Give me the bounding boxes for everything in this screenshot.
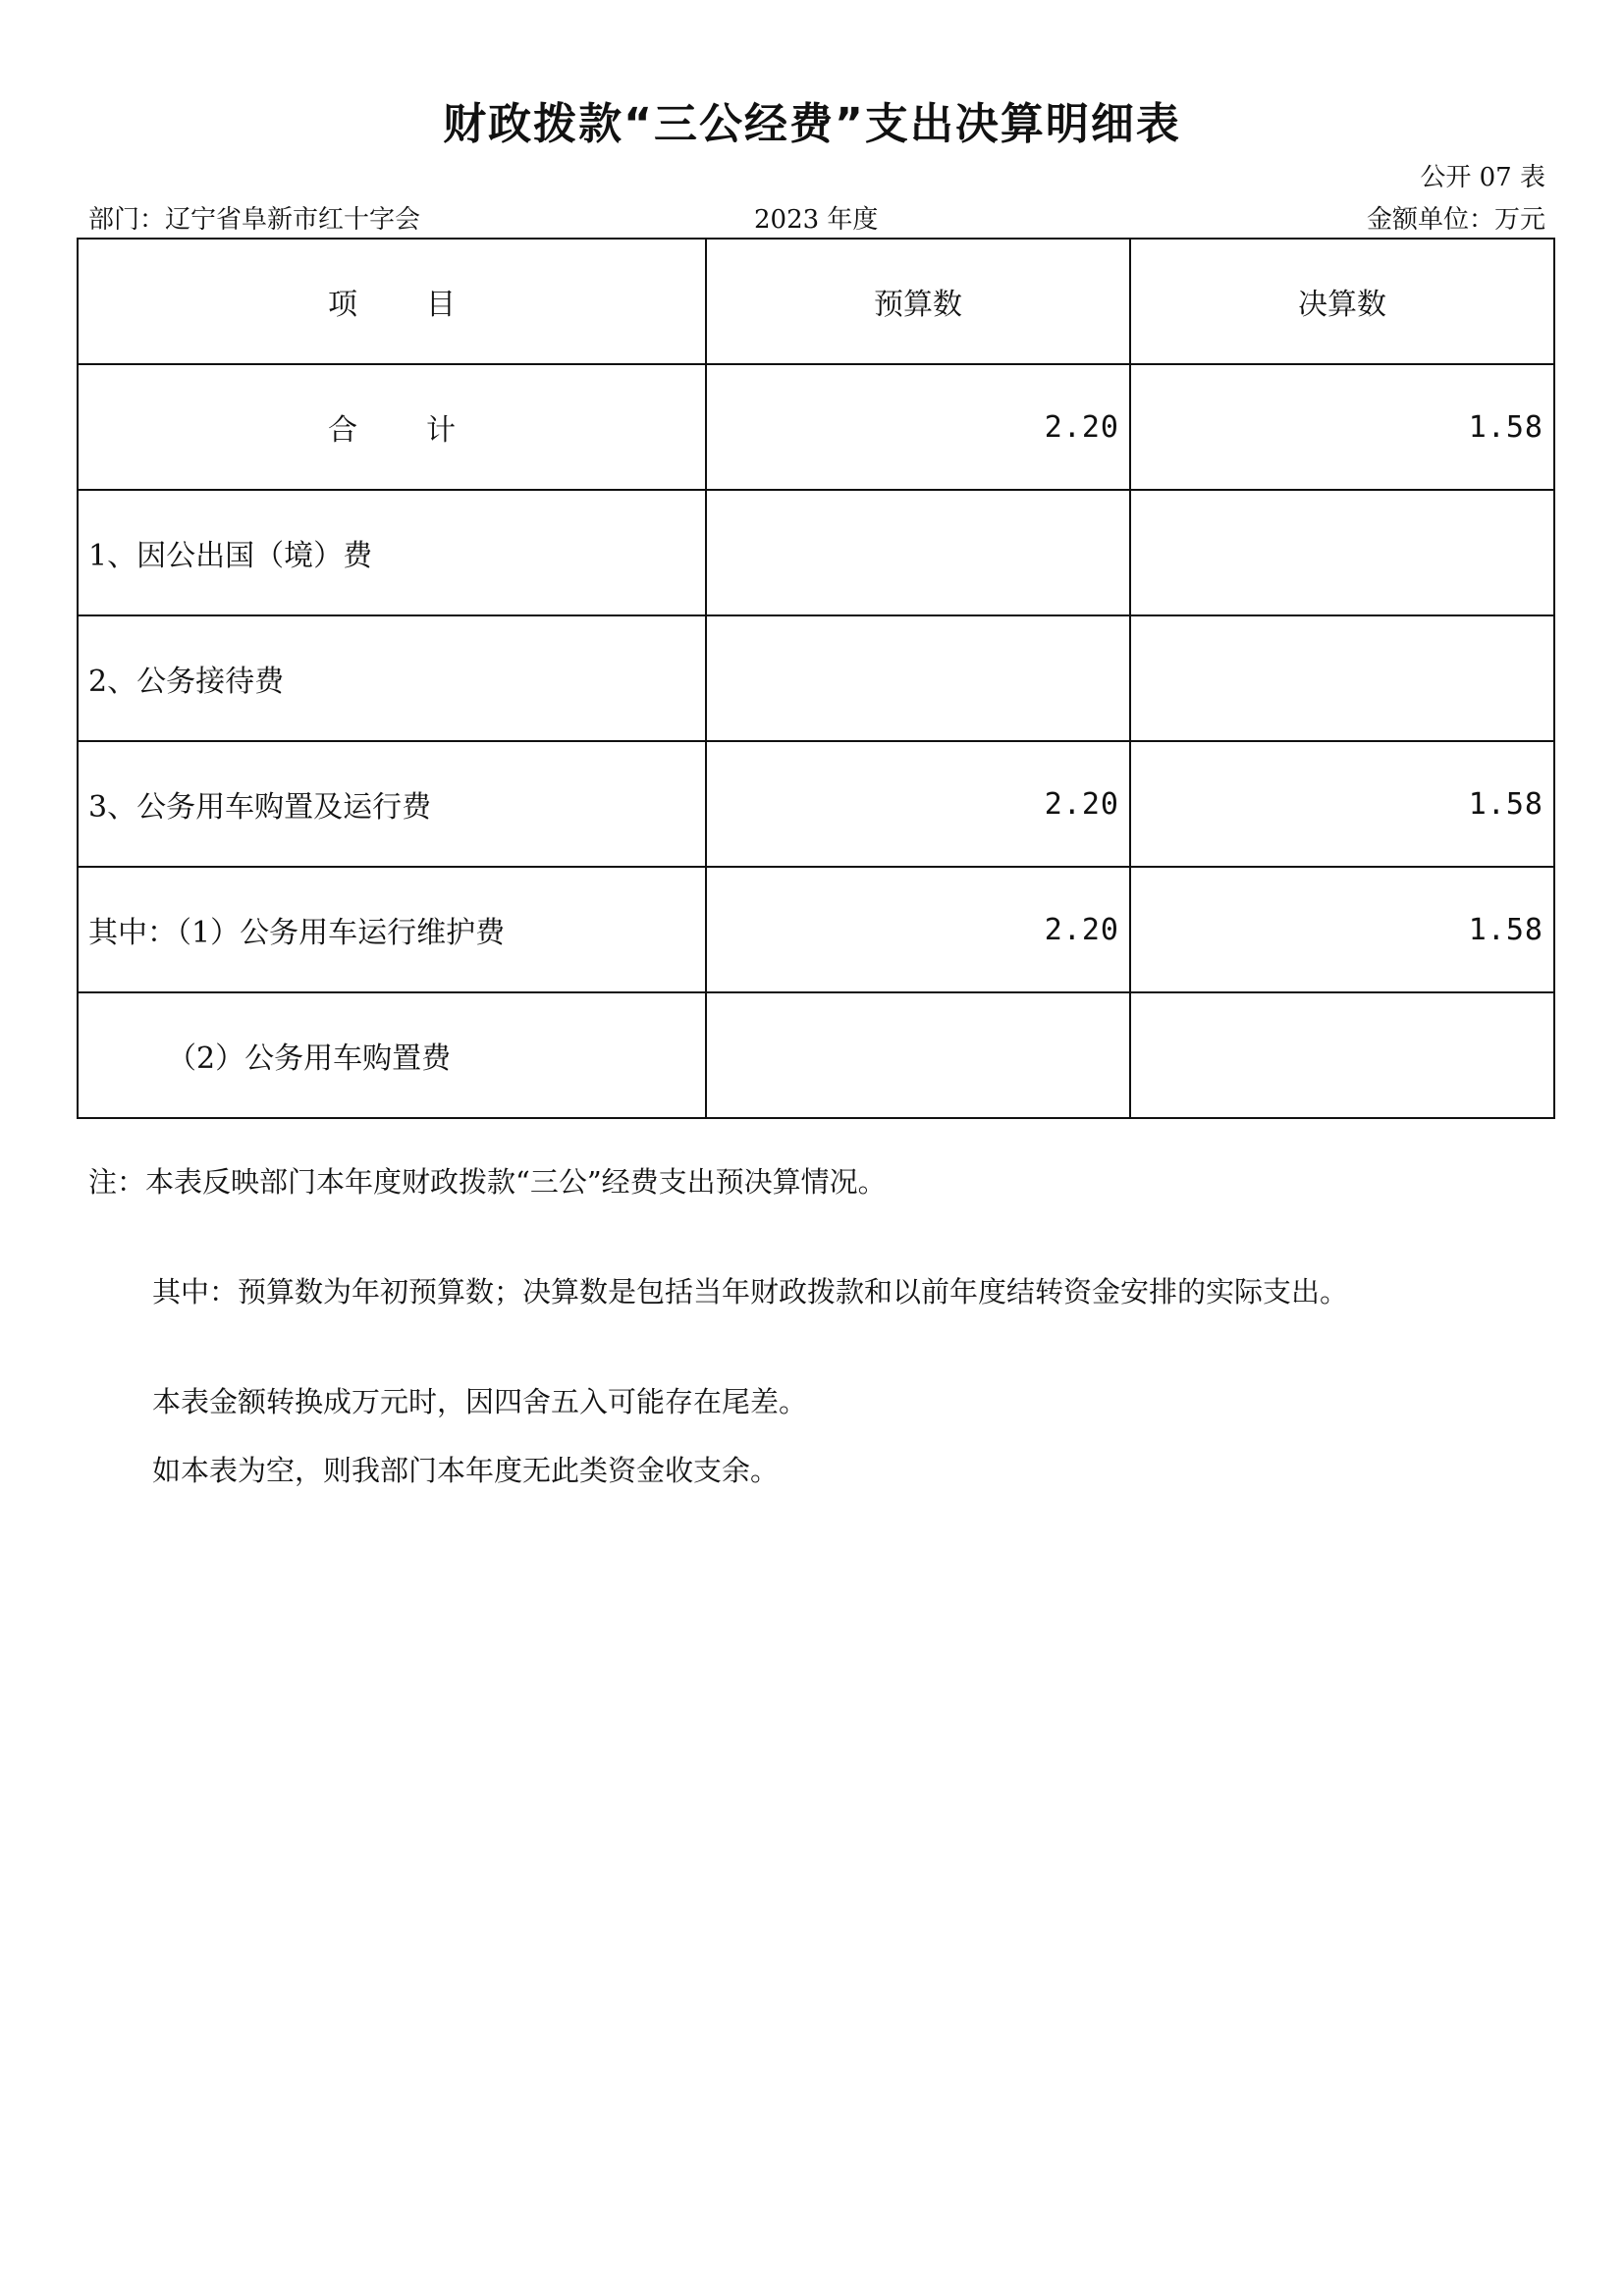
table-row — [78, 867, 1554, 992]
total-final: 1.58 — [1130, 364, 1554, 490]
department-label: 部门：辽宁省阜新市红十字会 — [88, 205, 421, 235]
expense-table — [77, 238, 1555, 1119]
row-budget: 2.20 — [706, 741, 1130, 867]
row-label: 其中：（1）公务用车运行维护费 — [78, 867, 706, 992]
table-row — [78, 490, 1554, 615]
row-label: 3、公务用车购置及运行费 — [78, 741, 706, 867]
total-label — [78, 364, 706, 490]
total-budget: 2.20 — [706, 364, 1130, 490]
page-title: 财政拨款“三公经费”支出决算明细表 — [443, 99, 1181, 149]
amount-unit: 金额单位：万元 — [1366, 205, 1545, 235]
note-definition: 其中：预算数为年初预算数；决算数是包括当年财政拨款和以前年度结转资金安排的实际支出。 — [152, 1275, 1349, 1308]
row-label: （2）公务用车购置费 — [78, 992, 706, 1118]
row-label: 2、公务接待费 — [78, 615, 706, 741]
row-final: 1.58 — [1130, 867, 1554, 992]
header-item-char-1: 项 — [328, 288, 357, 322]
row-final — [1130, 490, 1554, 615]
table-row-total — [78, 364, 1554, 490]
table-row — [78, 615, 1554, 741]
header-final: 决算数 — [1130, 239, 1554, 364]
table-row — [78, 741, 1554, 867]
form-number: 公开 07 表 — [1420, 163, 1545, 192]
total-label-char-1: 合 — [328, 413, 357, 448]
row-budget — [706, 992, 1130, 1118]
header-item — [78, 239, 706, 364]
row-final — [1130, 992, 1554, 1118]
table-header-row — [78, 239, 1554, 364]
header-item-char-2: 目 — [426, 288, 456, 322]
total-label-char-2: 计 — [426, 413, 456, 448]
note-rounding: 本表金额转换成万元时，因四舍五入可能存在尾差。 — [152, 1385, 808, 1418]
table-row — [78, 992, 1554, 1118]
row-budget — [706, 490, 1130, 615]
note-empty: 如本表为空，则我部门本年度无此类资金收支余。 — [152, 1454, 780, 1487]
row-final — [1130, 615, 1554, 741]
row-budget — [706, 615, 1130, 741]
row-final: 1.58 — [1130, 741, 1554, 867]
note-main: 注：本表反映部门本年度财政拨款“三公”经费支出预决算情况。 — [88, 1165, 887, 1199]
header-budget: 预算数 — [706, 239, 1130, 364]
row-label: 1、因公出国（境）费 — [78, 490, 706, 615]
fiscal-year: 2023 年度 — [754, 205, 879, 235]
row-budget: 2.20 — [706, 867, 1130, 992]
